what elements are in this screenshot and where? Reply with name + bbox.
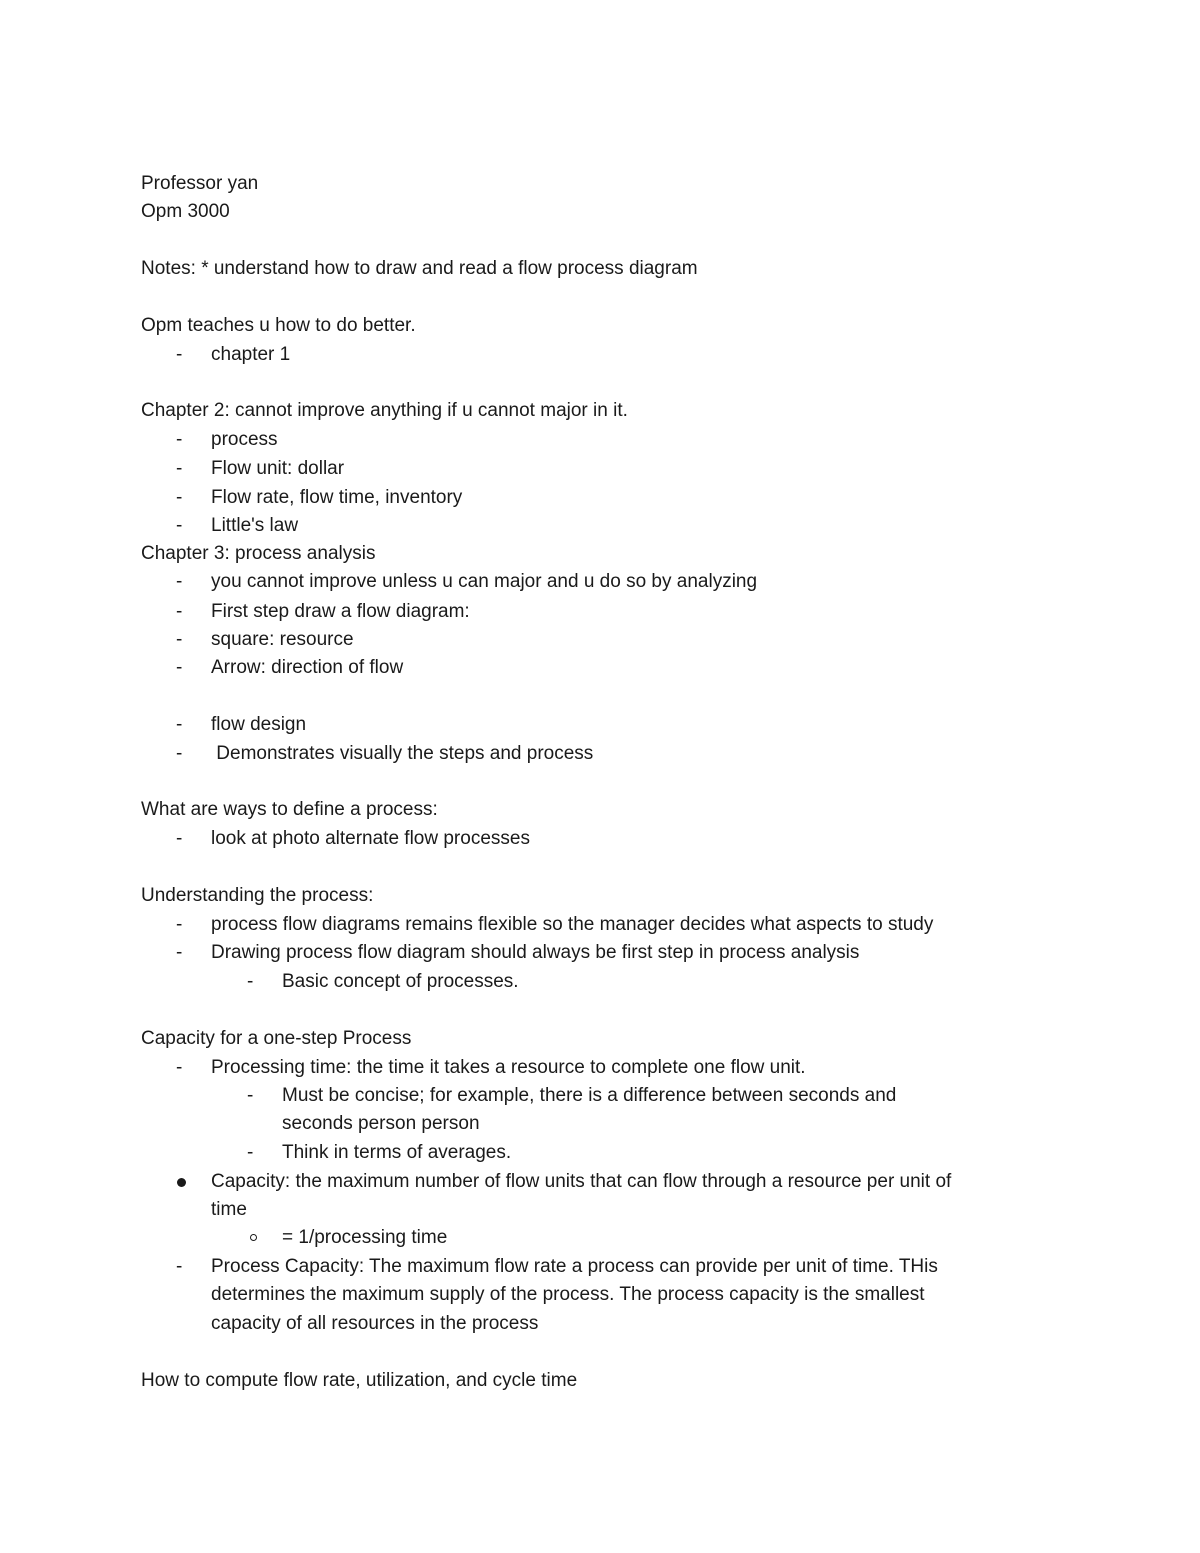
dash-bullet: - xyxy=(247,971,254,992)
dash-bullet: - xyxy=(176,601,183,622)
understanding-item: Drawing process flow diagram should always be first step in process analysis xyxy=(211,942,860,963)
chapter3-item: you cannot improve unless u can major and u do so by analyzing xyxy=(211,571,758,592)
dash-bullet: - xyxy=(176,571,183,592)
professor-name: Professor yan xyxy=(141,173,259,194)
capacity-formula: = 1/processing time xyxy=(282,1227,448,1248)
dash-bullet: - xyxy=(176,1256,183,1277)
dash-bullet: - xyxy=(176,657,183,678)
chapter3-item: Arrow: direction of flow xyxy=(211,657,404,678)
chapter3-item: First step draw a flow diagram: xyxy=(211,601,470,622)
processing-time-item: Processing time: the time it takes a resource to complete one flow unit. xyxy=(211,1057,806,1078)
compute-heading: How to compute flow rate, utilization, and cycle time xyxy=(141,1370,578,1391)
dash-bullet: - xyxy=(176,629,183,650)
chapter2-item: Flow rate, flow time, inventory xyxy=(211,487,463,508)
intro-heading: Opm teaches u how to do better. xyxy=(141,315,416,336)
capacity-heading: Capacity for a one-step Process xyxy=(141,1028,412,1049)
averages-subitem: Think in terms of averages. xyxy=(282,1142,512,1163)
chapter3-item: Demonstrates visually the steps and process xyxy=(211,743,594,764)
chapter2-item: Little's law xyxy=(211,515,299,536)
dash-bullet: - xyxy=(176,344,183,365)
course-code: Opm 3000 xyxy=(141,201,230,222)
dash-bullet: - xyxy=(247,1085,254,1106)
dash-bullet: - xyxy=(176,458,183,479)
chapter2-item: Flow unit: dollar xyxy=(211,458,345,479)
chapter3-item: flow design xyxy=(211,714,307,735)
capacity-item-continued: time xyxy=(211,1199,247,1220)
dash-bullet: - xyxy=(176,743,183,764)
dash-bullet: - xyxy=(247,1142,254,1163)
chapter2-item: process xyxy=(211,429,278,450)
define-item: look at photo alternate flow processes xyxy=(211,828,530,849)
process-capacity-item-continued: determines the maximum supply of the process. The process capacity is the smallest xyxy=(211,1284,925,1305)
chapter3-heading: Chapter 3: process analysis xyxy=(141,543,376,564)
understanding-item: process flow diagrams remains flexible so the manager decides what aspects to study xyxy=(211,914,934,935)
process-capacity-item-continued: capacity of all resources in the process xyxy=(211,1313,539,1334)
define-heading: What are ways to define a process: xyxy=(141,799,438,820)
chapter2-heading: Chapter 2: cannot improve anything if u cannot major in it. xyxy=(141,400,628,421)
dash-bullet: - xyxy=(176,429,183,450)
concise-subitem-continued: seconds person person xyxy=(282,1113,480,1134)
capacity-item: Capacity: the maximum number of flow units that can flow through a resource per unit of xyxy=(211,1171,952,1192)
dash-bullet: - xyxy=(176,714,183,735)
dash-bullet: - xyxy=(176,942,183,963)
understanding-subitem: Basic concept of processes. xyxy=(282,971,519,992)
understanding-heading: Understanding the process: xyxy=(141,885,374,906)
dash-bullet: - xyxy=(176,515,183,536)
dash-bullet: - xyxy=(176,487,183,508)
filled-bullet-icon xyxy=(177,1178,186,1187)
dash-bullet: - xyxy=(176,1057,183,1078)
dash-bullet: - xyxy=(176,914,183,935)
intro-item: chapter 1 xyxy=(211,344,291,365)
process-capacity-item: Process Capacity: The maximum flow rate a process can provide per unit of time. THis xyxy=(211,1256,938,1277)
concise-subitem: Must be concise; for example, there is a difference between seconds and xyxy=(282,1085,897,1106)
chapter3-item: square: resource xyxy=(211,629,354,650)
dash-bullet: - xyxy=(176,828,183,849)
notes-line: Notes: * understand how to draw and read a flow process diagram xyxy=(141,258,698,279)
hollow-bullet-icon xyxy=(250,1234,257,1241)
